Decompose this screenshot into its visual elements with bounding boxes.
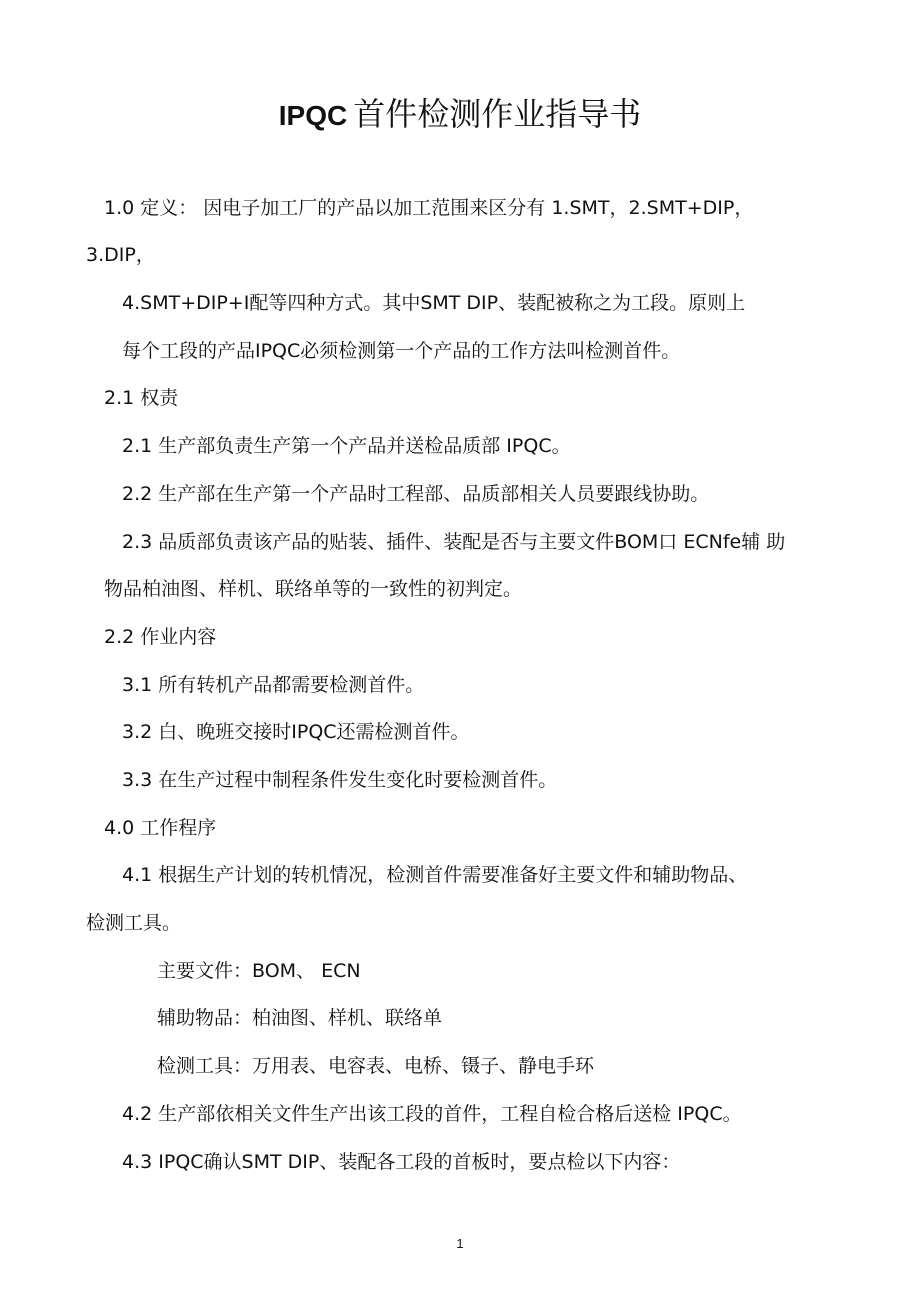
- title-cjk: 首件检测作业指导书: [353, 95, 642, 133]
- definition-line-4: 每个工段的产品IPQC必须检测第一个产品的工作方法叫检测首件。: [122, 340, 681, 362]
- responsibility-item-2-1: 2.1 生产部负责生产第一个产品并送检品质部 IPQC。: [122, 435, 571, 457]
- definition-line-2: 3.DIP，: [86, 244, 155, 266]
- responsibility-item-2-2: 2.2 生产部在生产第一个产品时工程部、品质部相关人员要跟线协助。: [122, 483, 710, 505]
- work-content-item-3-3: 3.3 在生产过程中制程条件发生变化时要检测首件。: [122, 769, 558, 791]
- section-heading-responsibility: 2.1 权责: [104, 387, 179, 409]
- section-heading-procedure: 4.0 工作程序: [104, 817, 217, 839]
- procedure-item-4-3: 4.3 IPQC确认SMT DIP、装配各工段的首板时，要点检以下内容：: [122, 1151, 681, 1173]
- title-latin: IPQC: [278, 100, 348, 131]
- page-number: 1: [456, 1236, 464, 1251]
- work-content-item-3-2: 3.2 白、晚班交接时IPQC还需检测首件。: [122, 721, 470, 743]
- main-documents-line: 主要文件：BOM、 ECN: [157, 960, 361, 982]
- definition-line-3: 4.SMT+DIP+I配等四种方式。其中SMT DIP、装配被称之为工段。原则上: [122, 292, 746, 314]
- work-content-item-3-1: 3.1 所有转机产品都需要检测首件。: [122, 674, 425, 696]
- procedure-item-4-2: 4.2 生产部依相关文件生产出该工段的首件，工程自检合格后送检 IPQC。: [122, 1103, 742, 1125]
- auxiliary-items-line: 辅助物品：柏油图、样机、联络单: [157, 1007, 443, 1029]
- definition-line-1: 1.0 定义： 因电子加工厂的产品以加工范围来区分有 1.SMT，2.SMT+DIP，: [104, 197, 754, 219]
- procedure-item-4-1: 4.1 根据生产计划的转机情况，检测首件需要准备好主要文件和辅助物品、: [122, 864, 748, 886]
- responsibility-item-2-3: 2.3 品质部负责该产品的贴装、插件、装配是否与主要文件BOM口 ECNfe辅 助: [122, 531, 786, 553]
- document-title: [0, 94, 920, 136]
- section-heading-work-content: 2.2 作业内容: [104, 626, 217, 648]
- responsibility-item-2-3-continued: 物品柏油图、样机、联络单等的一致性的初判定。: [104, 578, 523, 600]
- inspection-tools-line: 检测工具：万用表、电容表、电桥、镊子、静电手环: [157, 1055, 595, 1077]
- procedure-item-4-1-continued: 检测工具。: [86, 912, 182, 934]
